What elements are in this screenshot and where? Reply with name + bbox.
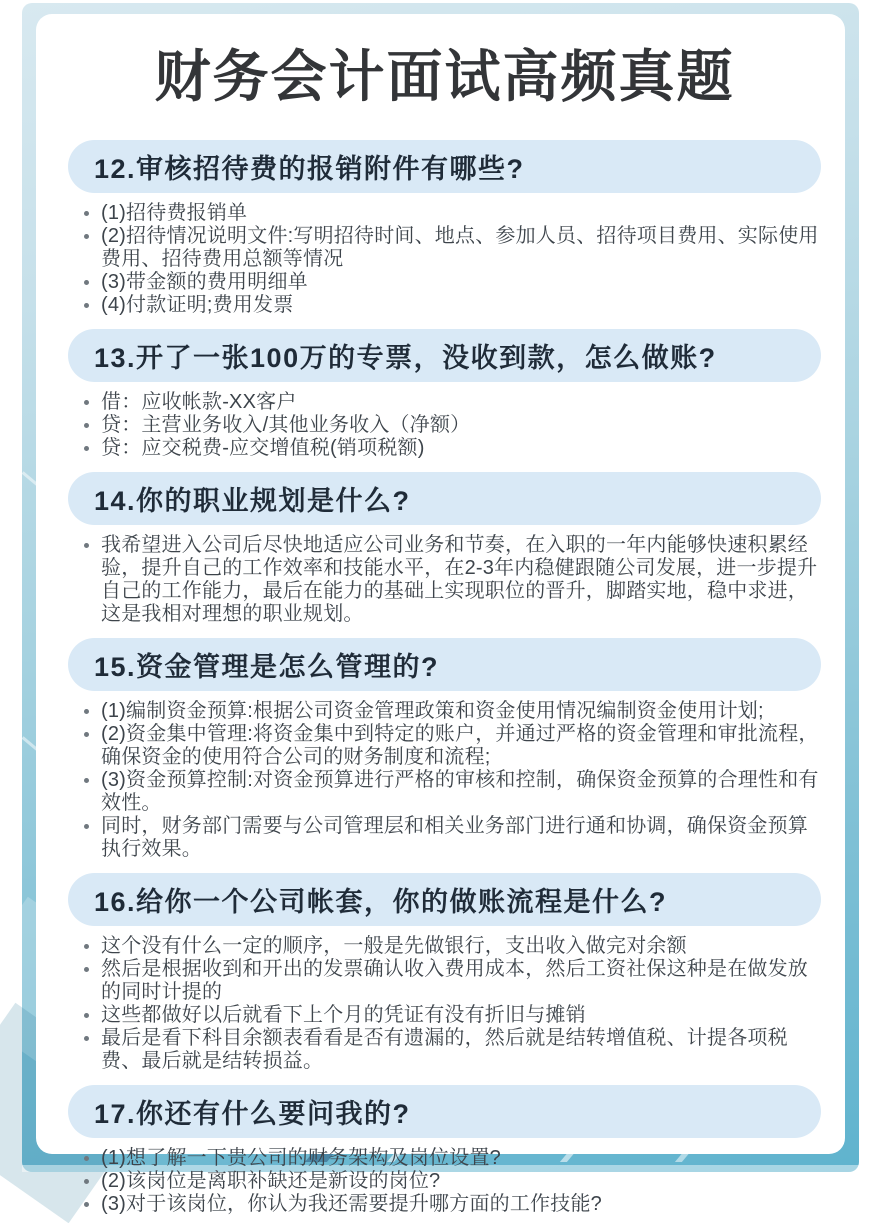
answer-text: (3)对于该岗位，你认为我还需要提升哪方面的工作技能? [101,1193,602,1215]
answer-text: 贷：应交税费-应交增值税(销项税额) [101,437,425,459]
bullet-dot-icon [82,700,101,723]
question-header-pill [68,140,821,193]
answer-text: 同时，财务部门需要与公司管理层和相关业务部门进行通和协调，确保资金预算执行效果。 [101,815,808,860]
question-header-label: 15.资金管理是怎么管理的? [94,652,440,682]
question-header-label: 14.你的职业规划是什么? [94,486,411,516]
bullet-dot-icon [82,958,101,1004]
answer-item [82,723,821,769]
answer-item [82,935,821,958]
question-header-label: 13.开了一张100万的专票，没收到款，怎么做账? [94,343,717,373]
bullet-dot-icon [82,815,101,861]
answer-list [68,202,821,317]
bullet-dot-icon [82,534,101,626]
answer-text: (3)资金预算控制:对资金预算进行严格的审核和控制，确保资金预算的合理性和有效性。 [101,769,819,814]
question-section [68,140,821,317]
answer-item [82,1193,821,1216]
bullet-dot-icon [82,271,101,294]
question-header-pill [68,873,821,926]
answer-item [82,1147,821,1170]
question-sections [68,140,821,1216]
question-header-pill [68,472,821,525]
question-header-label: 17.你还有什么要问我的? [94,1099,411,1129]
question-header-pill [68,638,821,691]
answer-text: (2)招待情况说明文件:写明招待时间、地点、参加人员、招待项目费用、实际使用费用、招待费用总额等情况 [101,225,819,270]
answer-list [68,700,821,861]
answer-item [82,958,821,1004]
answer-item [82,1027,821,1073]
answer-text: (4)付款证明;费用发票 [101,294,294,316]
bullet-dot-icon [82,1170,101,1193]
answer-item [82,414,821,437]
bullet-dot-icon [82,769,101,815]
answer-text: (1)编制资金预算:根据公司资金管理政策和资金使用情况编制资金使用计划; [101,700,764,722]
answer-item [82,769,821,815]
answer-text: (3)带金额的费用明细单 [101,271,308,293]
bullet-dot-icon [82,391,101,414]
question-section [68,873,821,1073]
answer-text: (2)该岗位是离职补缺还是新设的岗位? [101,1170,441,1192]
answer-item [82,1004,821,1027]
bullet-dot-icon [82,414,101,437]
bullet-dot-icon [82,294,101,317]
question-section [68,472,821,626]
bullet-dot-icon [82,1027,101,1073]
question-header-pill [68,1085,821,1138]
answer-list [68,391,821,460]
bullet-dot-icon [82,723,101,769]
answer-item [82,1170,821,1193]
bullet-dot-icon [82,1147,101,1170]
answer-text: (1)想了解一下贵公司的财务架构及岗位设置? [101,1147,501,1169]
answer-item [82,271,821,294]
answer-item [82,225,821,271]
page-title: 财务会计面试高频真题 [154,45,735,108]
answer-text: 我希望进入公司后尽快地适应公司业务和节奏，在入职的一年内能够快速积累经验，提升自己的工作效率和技能水平，在2-3年内稳健跟随公司发展，进一步提升自己的工作能力，最后在能力的基础上实现职位的晋升，脚踏实地，稳中求进，这是我相对理想的职业规划。 [101,534,818,625]
answer-item [82,294,821,317]
answer-text: (1)招待费报销单 [101,202,248,224]
answer-text: 最后是看下科目余额表看看是否有遗漏的，然后就是结转增值税、计提各项税费、最后就是结转损益。 [101,1027,788,1072]
answer-list [68,935,821,1073]
bullet-dot-icon [82,1004,101,1027]
answer-text: 这些都做好以后就看下上个月的凭证有没有折旧与摊销 [101,1004,586,1026]
answer-item [82,815,821,861]
answer-text: (2)资金集中管理:将资金集中到特定的账户，并通过严格的资金管理和审批流程，确保资金的使用符合公司的财务制度和流程; [101,723,819,768]
answer-list [68,534,821,626]
answer-text: 这个没有什么一定的顺序，一般是先做银行，支出收入做完对余额 [101,935,687,957]
answer-text: 贷：主营业务收入/其他业务收入（净额） [101,414,471,436]
question-section [68,329,821,460]
answer-item [82,202,821,225]
question-section [68,638,821,861]
bullet-dot-icon [82,202,101,225]
answer-item [82,391,821,414]
content-card [36,14,845,1215]
bullet-dot-icon [82,935,101,958]
bullet-dot-icon [82,225,101,271]
answer-text: 借：应收帐款-XX客户 [101,391,297,413]
bullet-dot-icon [82,1193,101,1216]
question-header-pill [68,329,821,382]
answer-list [68,1147,821,1216]
question-header-label: 16.给你一个公司帐套，你的做账流程是什么? [94,887,668,917]
question-section [68,1085,821,1216]
answer-item [82,534,821,626]
answer-text: 然后是根据收到和开出的发票确认收入费用成本，然后工资社保这种是在做发放的同时计提的 [101,958,808,1003]
answer-item [82,700,821,723]
question-header-label: 12.审核招待费的报销附件有哪些? [94,154,525,184]
bullet-dot-icon [82,437,101,460]
answer-item [82,437,821,460]
